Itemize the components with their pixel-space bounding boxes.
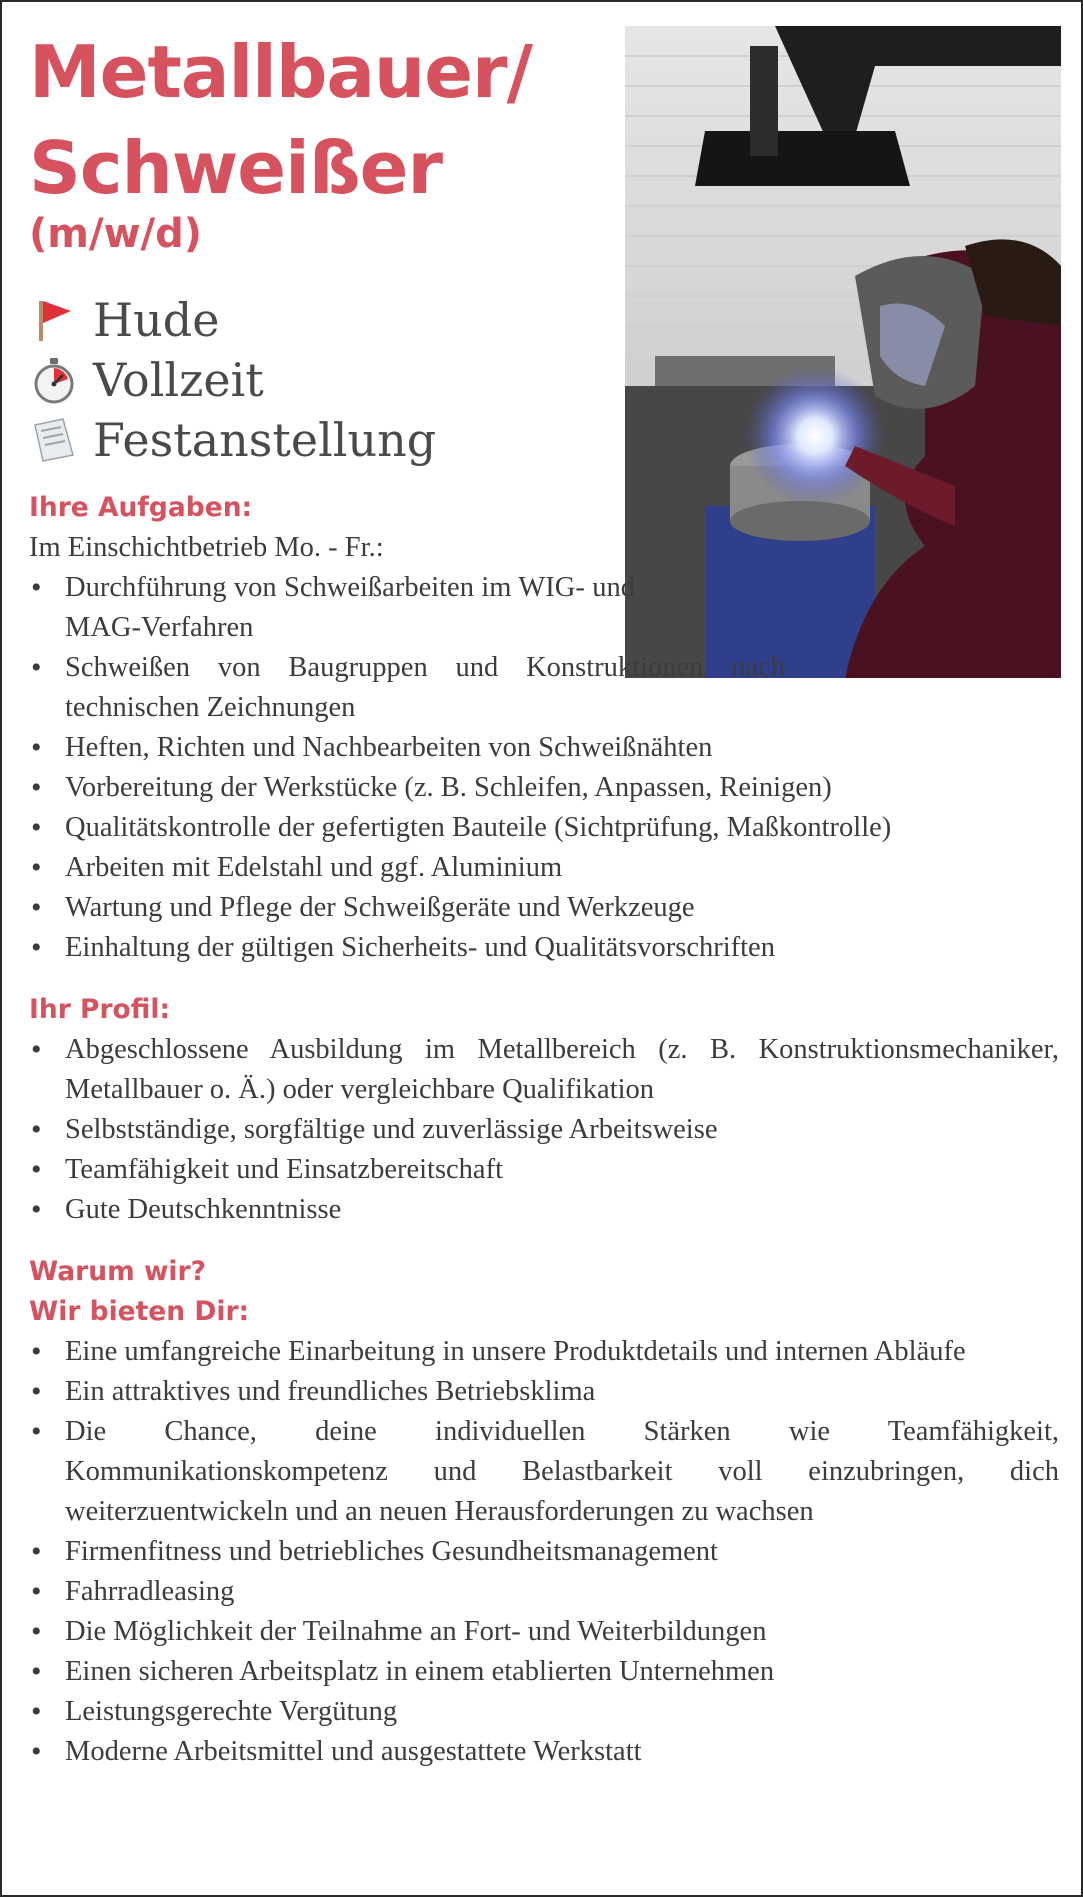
meta-contract-label: Festanstellung bbox=[93, 413, 437, 467]
tasks-list bbox=[29, 568, 1059, 968]
meta-contract bbox=[29, 410, 589, 470]
offer-item: • Moderne Arbeitsmittel und ausgestattete Werkstatt bbox=[29, 1732, 1059, 1772]
offer-item: • Fahrradleasing bbox=[29, 1572, 1059, 1612]
document-icon bbox=[29, 415, 79, 465]
task-item: • Wartung und Pflege der Schweißgeräte und Werkzeuge bbox=[29, 888, 1059, 928]
task-item: • Qualitätskontrolle der gefertigten Bauteile (Sichtprüfung, Maßkontrolle) bbox=[29, 808, 1059, 848]
stopwatch-icon bbox=[29, 355, 79, 405]
spacer bbox=[29, 1230, 1059, 1252]
task-item: • Vorbereitung der Werkstücke (z. B. Schleifen, Anpassen, Reinigen) bbox=[29, 768, 1059, 808]
offer-item: • Firmenfitness und betriebliches Gesundheitsmanagement bbox=[29, 1532, 1059, 1572]
job-title bbox=[29, 24, 609, 216]
flag-icon bbox=[29, 295, 79, 345]
gender-suffix: (m/w/d) bbox=[29, 211, 203, 257]
profile-heading: Ihr Profil: bbox=[29, 994, 171, 1025]
meta-location bbox=[29, 290, 589, 350]
job-description bbox=[29, 488, 1059, 1772]
offer-heading-why: Warum wir? bbox=[29, 1256, 206, 1287]
tasks-intro: Im Einschichtbetrieb Mo. - Fr.: bbox=[29, 532, 384, 563]
job-title-line1: Metallbauer/ bbox=[29, 30, 532, 114]
offer-heading-benefits: Wir bieten Dir: bbox=[29, 1296, 250, 1327]
offer-list bbox=[29, 1332, 1059, 1772]
offer-item: • Eine umfangreiche Einarbeitung in unsere Produktdetails und internen Abläufe bbox=[29, 1332, 1059, 1372]
task-item: • Arbeiten mit Edelstahl und ggf. Aluminium bbox=[29, 848, 1059, 888]
profile-list bbox=[29, 1030, 1059, 1230]
meta-worktime bbox=[29, 350, 589, 410]
task-item: • Einhaltung der gültigen Sicherheits- und Qualitätsvorschriften bbox=[29, 928, 1059, 968]
meta-worktime-label: Vollzeit bbox=[93, 353, 264, 407]
offer-item: • Leistungsgerechte Vergütung bbox=[29, 1692, 1059, 1732]
job-meta-list bbox=[29, 290, 589, 470]
offer-item: • Einen sicheren Arbeitsplatz in einem etablierten Unternehmen bbox=[29, 1652, 1059, 1692]
meta-location-label: Hude bbox=[93, 293, 220, 347]
offer-item: • Die Chance, deine individuellen Stärken wie Teamfähigkeit, Kommunikationskompetenz und Belastbarkeit voll einzubringen, dich weiterzuentwickeln und an neuen Herausforderungen zu wachsen bbox=[29, 1412, 1059, 1532]
profile-item: • Teamfähigkeit und Einsatzbereitschaft bbox=[29, 1150, 1059, 1190]
job-title-line2: Schweißer bbox=[29, 126, 442, 210]
offer-item: • Ein attraktives und freundliches Betriebsklima bbox=[29, 1372, 1059, 1412]
profile-item: • Gute Deutschkenntnisse bbox=[29, 1190, 1059, 1230]
spacer bbox=[29, 968, 1059, 990]
offer-item: • Die Möglichkeit der Teilnahme an Fort- und Weiterbildungen bbox=[29, 1612, 1059, 1652]
task-item: • Heften, Richten und Nachbearbeiten von Schweißnähten bbox=[29, 728, 1059, 768]
task-item: • Schweißen von Baugruppen und Konstruktionen nach technischen Zeichnungen bbox=[29, 648, 785, 728]
tasks-heading: Ihre Aufgaben: bbox=[29, 492, 253, 523]
profile-item: • Abgeschlossene Ausbildung im Metallbereich (z. B. Konstruktionsmechaniker, Metallbauer o. Ä.) oder vergleichbare Qualifikation bbox=[29, 1030, 1059, 1110]
profile-item: • Selbstständige, sorgfältige und zuverlässige Arbeitsweise bbox=[29, 1110, 1059, 1150]
task-item: • Durchführung von Schweißarbeiten im WIG- und MAG-Verfahren bbox=[29, 568, 635, 648]
